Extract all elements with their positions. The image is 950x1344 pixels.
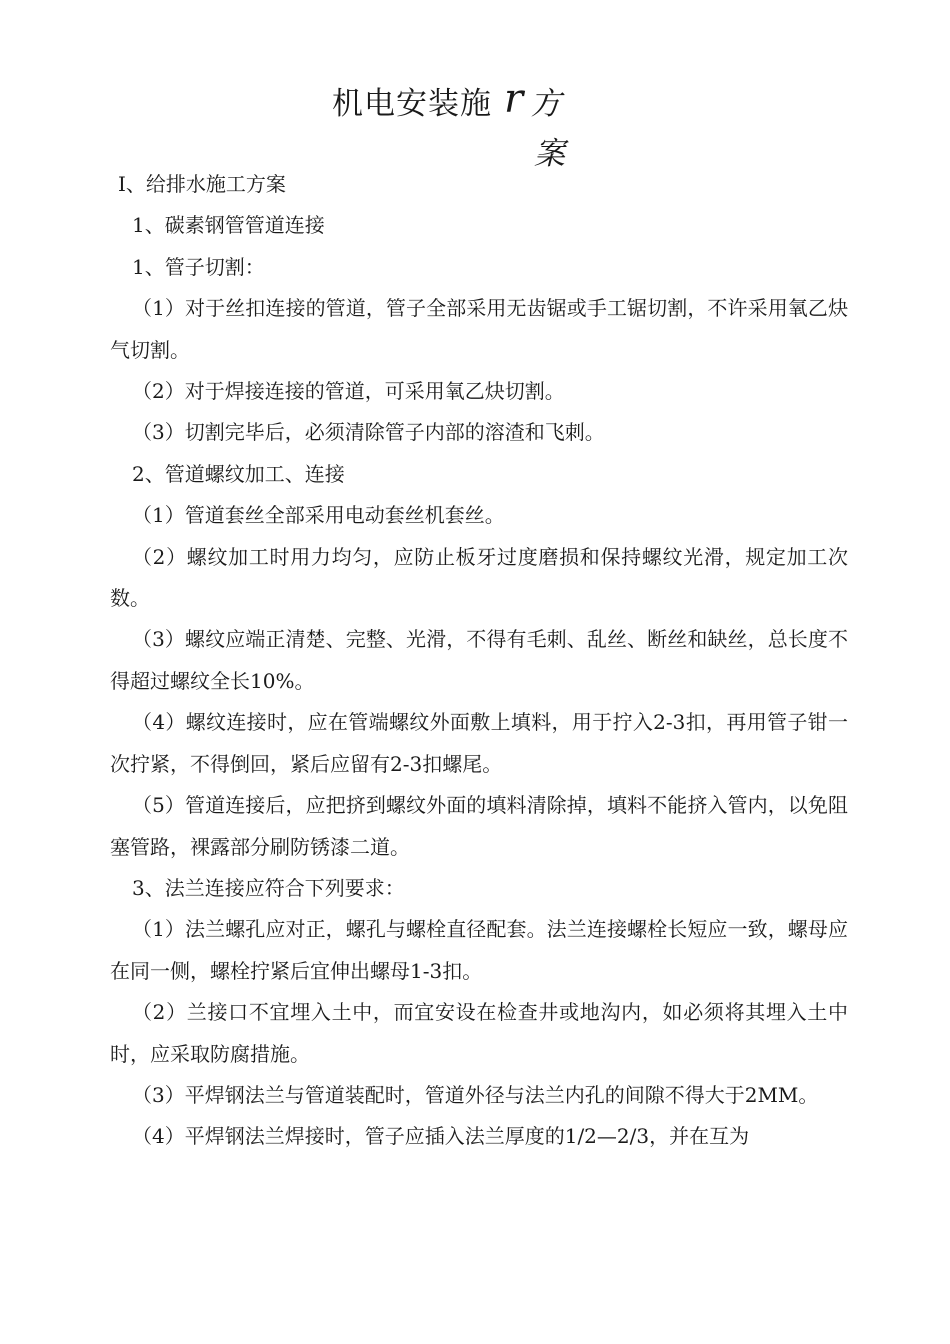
title-part2: r bbox=[504, 76, 525, 122]
paragraph: （1）管道套丝全部采用电动套丝机套丝。 bbox=[132, 503, 505, 528]
paragraph: （5）管道连接后，应把挤到螺纹外面的填料清除掉，填料不能挤入管内，以免阻塞管路，裸露部分刷防锈漆二道。 bbox=[110, 793, 848, 859]
subsection-heading: 2、管道螺纹加工、连接 bbox=[132, 461, 345, 486]
subsection-heading: 3、法兰连接应符合下列要求： bbox=[132, 875, 405, 900]
paragraph: （4）平焊钢法兰焊接时，管子应插入法兰厚度的1/2—2/3，并在互为 bbox=[132, 1124, 750, 1149]
paragraph: （3）螺纹应端正清楚、完整、光滑，不得有毛刺、乱丝、断丝和缺丝，总长度不得超过螺纹全长10%。 bbox=[110, 627, 848, 693]
document-title bbox=[332, 78, 562, 124]
paragraph: （1）对于丝扣连接的管道，管子全部采用无齿锯或手工锯切割，不许采用氧乙炔气切割。 bbox=[110, 296, 848, 362]
title-part3: 方 bbox=[530, 86, 563, 122]
title-part1: 机电安装施 bbox=[332, 86, 492, 122]
paragraph: （3）平焊钢法兰与管道装配时，管道外径与法兰内孔的间隙不得大于2MM。 bbox=[132, 1082, 819, 1107]
section-heading: I、给排水施工方案 bbox=[118, 172, 286, 196]
subsection-heading: 1、管子切割： bbox=[132, 254, 265, 279]
paragraph: （4）螺纹连接时，应在管端螺纹外面敷上填料，用于拧入2-3扣，再用管子钳一次拧紧，不得倒回，紧后应留有2-3扣螺尾。 bbox=[110, 710, 848, 776]
document-body bbox=[110, 164, 848, 1158]
title-part4: 案 bbox=[534, 136, 565, 172]
subsection-heading: 1、碳素钢管管道连接 bbox=[132, 213, 325, 238]
paragraph: （1）法兰螺孔应对正，螺孔与螺栓直径配套。法兰连接螺栓长短应一致，螺母应在同一侧，螺栓拧紧后宜伸出螺母1-3扣。 bbox=[110, 917, 848, 983]
paragraph: （3）切割完毕后，必须清除管子内部的溶渣和飞刺。 bbox=[132, 420, 605, 445]
paragraph: （2）对于焊接连接的管道，可采用氧乙炔切割。 bbox=[132, 379, 565, 404]
paragraph: （2）兰接口不宜埋入土中，而宜安设在检查井或地沟内，如必须将其埋入土中时，应采取防腐措施。 bbox=[110, 1000, 848, 1066]
paragraph: （2）螺纹加工时用力均匀，应防止板牙过度磨损和保持螺纹光滑，规定加工次数。 bbox=[110, 544, 848, 611]
